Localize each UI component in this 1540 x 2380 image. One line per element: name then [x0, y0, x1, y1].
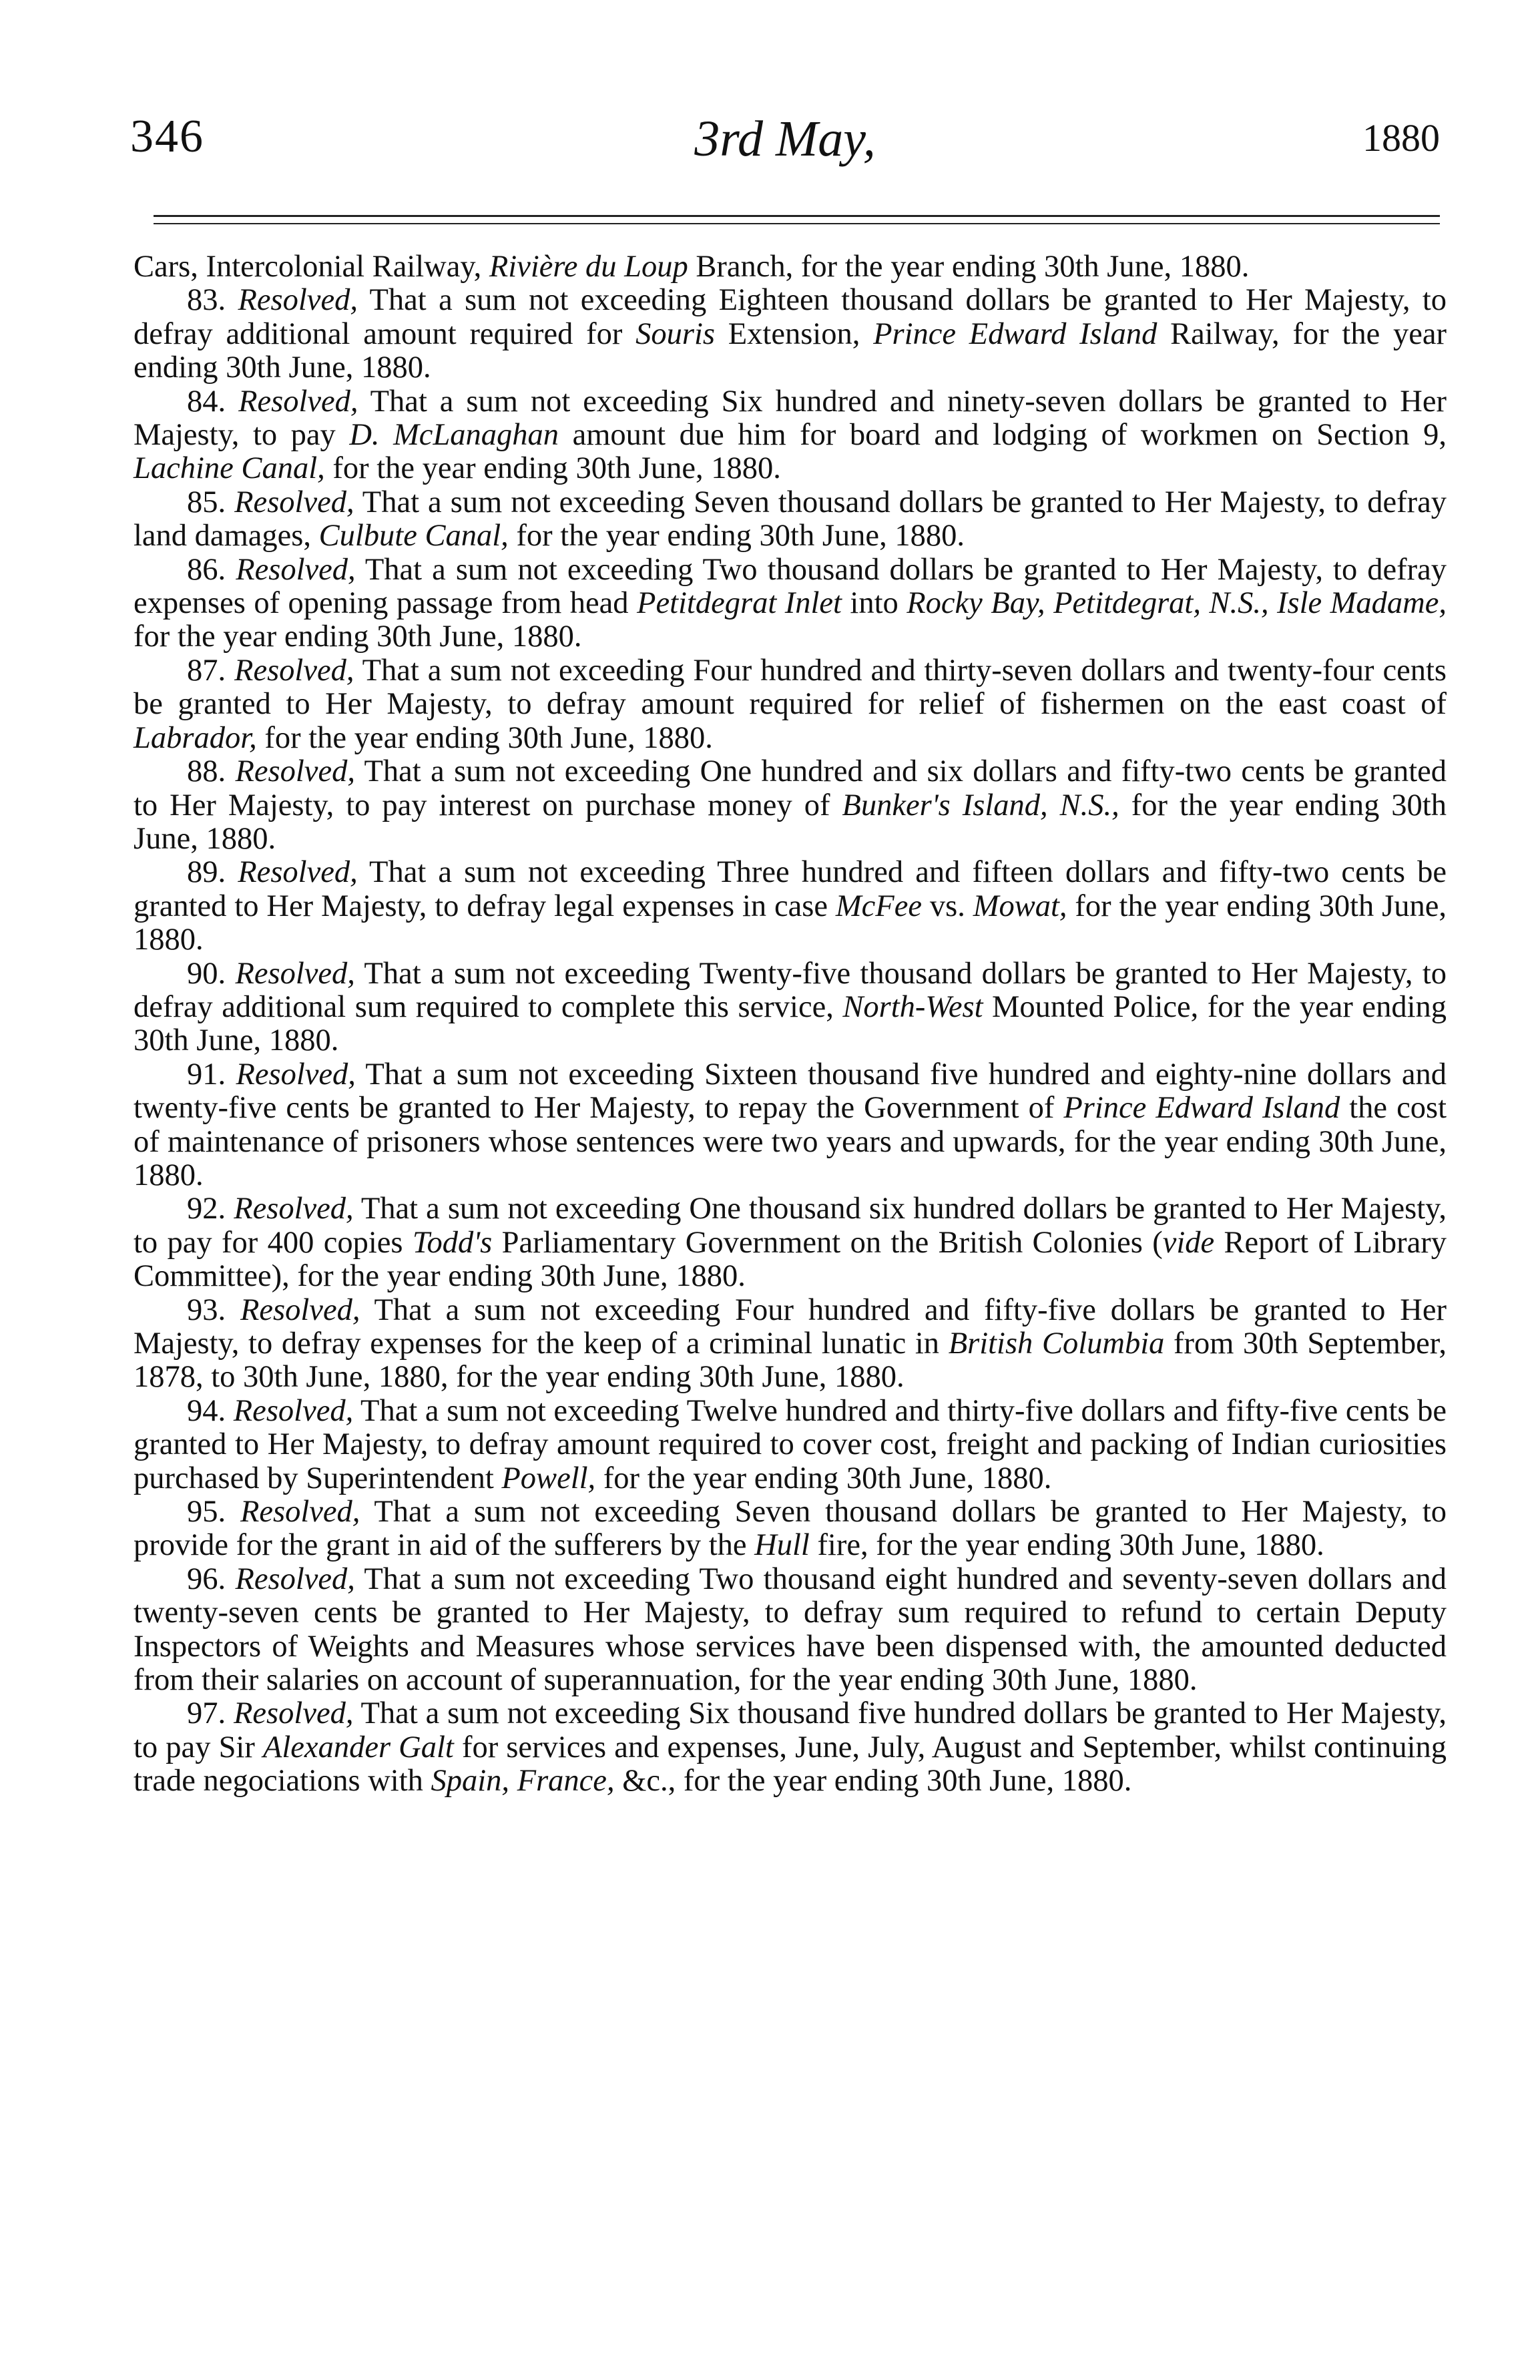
resolution-item — [134, 957, 1447, 1058]
italic-text: vide — [1162, 1225, 1215, 1260]
text-run: for the year ending 30th June, 1880. — [134, 889, 1447, 957]
italic-text: Labrador, — [134, 720, 257, 755]
italic-text: Resolved, — [235, 1562, 355, 1596]
text-run: from 30th September, 1878, to 30th June, 1880, for the year ending 30th June, 1880. — [134, 1327, 1447, 1395]
header-rule — [154, 215, 1440, 217]
italic-text: Petitdegrat Inlet — [637, 586, 842, 621]
resolution-item — [134, 1192, 1447, 1293]
italic-text: Resolved, — [238, 384, 358, 419]
text-run: fire, for the year ending 30th June, 1880. — [809, 1528, 1324, 1563]
italic-text: Resolved, — [238, 283, 358, 318]
resolution-number: 90. — [187, 956, 226, 991]
text-run: the cost of maintenance of prisoners whose sentences were two years and upwards, for the year ending 30th June, 1880. — [134, 1091, 1447, 1192]
text-run: That a sum not exceeding Sixteen thousand five hundred and eighty-nine dollars and twenty-five cents be granted to Her Majesty, to repay the Government of — [134, 1057, 1447, 1126]
page-year: 1880 — [1362, 116, 1440, 160]
italic-text: Resolved, — [234, 1696, 354, 1731]
italic-text: North-West — [842, 989, 983, 1024]
italic-text: Rivière du Loup — [489, 250, 688, 284]
resolution-number: 89. — [187, 855, 226, 890]
header-rule-lower — [154, 223, 1440, 224]
resolution-item — [134, 1563, 1447, 1698]
resolutions-body — [134, 250, 1447, 1799]
italic-text: Rocky Bay, Petitdegrat, N.S., Isle Madame, — [907, 586, 1447, 621]
italic-text: Powell, — [501, 1461, 596, 1495]
text-run: for the year ending 30th June, 1880. — [256, 720, 713, 755]
page-date-heading: 3rd May, — [694, 111, 876, 167]
italic-text: Resolved, — [235, 754, 355, 789]
text-run: for the year ending 30th June, 1880. — [324, 451, 781, 486]
italic-text: Resolved, — [235, 956, 355, 991]
resolution-number: 94. — [187, 1393, 226, 1428]
italic-text: Mowat, — [973, 889, 1067, 923]
italic-text: Resolved, — [238, 855, 358, 890]
text-run: That a sum not exceeding Twelve hundred and thirty-five dollars and fifty-five cents be granted to Her Majesty, to defray amount required to cover cost, freight and packing of Indian curiosities purchased by Superintendent — [134, 1393, 1447, 1495]
italic-text: Resolved, — [234, 653, 354, 688]
text-run: That a sum not exceeding Four hundred and fifty-five dollars be granted to Her Majesty, to defray expenses for the keep of a criminal lunatic in — [134, 1292, 1447, 1361]
italic-text: Lachine Canal, — [134, 451, 325, 486]
resolution-number: 92. — [187, 1192, 226, 1226]
italic-text: Prince Edward Island — [873, 316, 1158, 351]
resolution-item — [134, 856, 1447, 957]
resolution-item — [134, 1495, 1447, 1563]
italic-text: Resolved, — [240, 1495, 360, 1529]
text-run: Branch, for the year ending 30th June, 1880. — [688, 250, 1250, 284]
text-run: That a sum not exceeding Six thousand five hundred dollars be granted to Her Majesty, to pay Sir — [134, 1696, 1447, 1764]
resolution-number: 95. — [187, 1495, 226, 1529]
text-run: That a sum not exceeding Four hundred and thirty-seven dollars and twenty-four cents be granted to Her Majesty, to defray amount required for relief of fishermen on the east coast of — [134, 653, 1447, 722]
text-run: That a sum not exceeding Two thousand eight hundred and seventy-seven dollars and twenty-seven cents be granted to Her Majesty, to defray sum required to refund to certain Deputy Inspectors of Weights and Measures whose services have been dispensed with, the amounted deducted from their salaries on account of superannuation, for the year ending 30th June, 1880. — [134, 1562, 1447, 1698]
text-run: Extension, — [714, 316, 874, 351]
italic-text: McFee — [835, 889, 922, 923]
italic-text: Resolved, — [233, 1393, 354, 1428]
italic-text: Resolved, — [236, 552, 356, 587]
italic-text: Resolved, — [234, 1192, 354, 1226]
text-run: Report of Library Committee), for the year ending 30th June, 1880. — [134, 1225, 1447, 1294]
text-run: That a sum not exceeding Twenty-five thousand dollars be granted to Her Majesty, to defray additional sum required to complete this service, — [134, 956, 1447, 1024]
resolution-number: 85. — [187, 485, 226, 519]
text-run: Parliamentary Government on the British Colonies ( — [492, 1225, 1163, 1260]
italic-text: Spain, France, — [431, 1764, 615, 1799]
text-run: &c., for the year ending 30th June, 1880. — [614, 1764, 1132, 1799]
resolution-number: 83. — [187, 283, 226, 318]
text-run: for the year ending 30th June, 1880. — [134, 788, 1447, 856]
italic-text: Resolved, — [234, 485, 354, 519]
italic-text: Culbute Canal, — [318, 519, 509, 553]
page-header — [130, 110, 1440, 170]
resolution-item — [134, 553, 1447, 654]
resolution-item — [134, 1294, 1447, 1395]
text-run: That a sum not exceeding Two thousand dollars be granted to Her Majesty, to defray expenses of opening passage from head — [134, 552, 1447, 621]
italic-text: Resolved, — [236, 1057, 356, 1092]
text-run: into — [841, 586, 907, 621]
italic-text: D. McLanaghan — [349, 418, 559, 453]
text-run: for the year ending 30th June, 1880. — [134, 620, 582, 654]
resolution-item — [134, 486, 1447, 553]
text-run: Mounted Police, for the year ending 30th June, 1880. — [134, 989, 1447, 1058]
italic-text: Bunker's Island, N.S., — [842, 788, 1119, 822]
resolution-item — [134, 755, 1447, 856]
resolution-number: 97. — [187, 1696, 226, 1731]
italic-text: British Columbia — [948, 1327, 1165, 1361]
page-number: 346 — [130, 111, 204, 162]
text-run: Railway, for the year ending 30th June, 1880. — [134, 316, 1447, 385]
text-run: That a sum not exceeding One thousand six hundred dollars be granted to Her Majesty, to pay for 400 copies — [134, 1192, 1447, 1260]
text-run: for the year ending 30th June, 1880. — [595, 1461, 1052, 1495]
text-run: for the year ending 30th June, 1880. — [508, 519, 965, 553]
resolution-number: 96. — [187, 1562, 226, 1596]
text-run: amount due him for board and lodging of workmen on Section 9, — [559, 418, 1447, 453]
resolution-number: 86. — [187, 552, 226, 587]
resolution-number: 87. — [187, 653, 226, 688]
resolution-item — [134, 1058, 1447, 1193]
continuation-paragraph — [134, 250, 1447, 284]
text-run: Cars, Intercolonial Railway, — [134, 250, 489, 284]
text-run: vs. — [921, 889, 973, 923]
italic-text: Todd's — [412, 1225, 493, 1260]
text-run: That a sum not exceeding Seven thousand dollars be granted to Her Majesty, to provide for the grant in aid of the sufferers by the — [134, 1495, 1447, 1563]
text-run: That a sum not exceeding Eighteen thousand dollars be granted to Her Majesty, to defray additional amount required for — [134, 283, 1447, 351]
text-run: That a sum not exceeding One hundred and six dollars and fifty-two cents be granted to Her Majesty, to pay interest on purchase money of — [134, 754, 1447, 822]
italic-text: Souris — [635, 316, 715, 351]
resolution-number: 93. — [187, 1292, 226, 1327]
italic-text: Alexander Galt — [262, 1730, 454, 1764]
text-run: That a sum not exceeding Six hundred and ninety-seven dollars be granted to Her Majesty, to pay — [134, 384, 1447, 453]
resolution-item — [134, 284, 1447, 385]
resolution-item — [134, 385, 1447, 486]
italic-text: Hull — [754, 1528, 810, 1563]
resolution-item — [134, 1395, 1447, 1495]
text-run: That a sum not exceeding Seven thousand dollars be granted to Her Majesty, to defray land damages, — [134, 485, 1447, 553]
resolution-number: 88. — [187, 754, 226, 789]
resolution-number: 91. — [187, 1057, 226, 1092]
text-run: for services and expenses, June, July, August and September, whilst continuing trade negociations with — [134, 1730, 1447, 1799]
text-run: That a sum not exceeding Three hundred and fifteen dollars and fifty-two cents be granted to Her Majesty, to defray legal expenses in case — [134, 855, 1447, 923]
resolution-item — [134, 1697, 1447, 1798]
italic-text: Prince Edward Island — [1063, 1091, 1340, 1126]
resolution-number: 84. — [187, 384, 226, 419]
italic-text: Resolved, — [240, 1292, 360, 1327]
resolution-item — [134, 654, 1447, 755]
